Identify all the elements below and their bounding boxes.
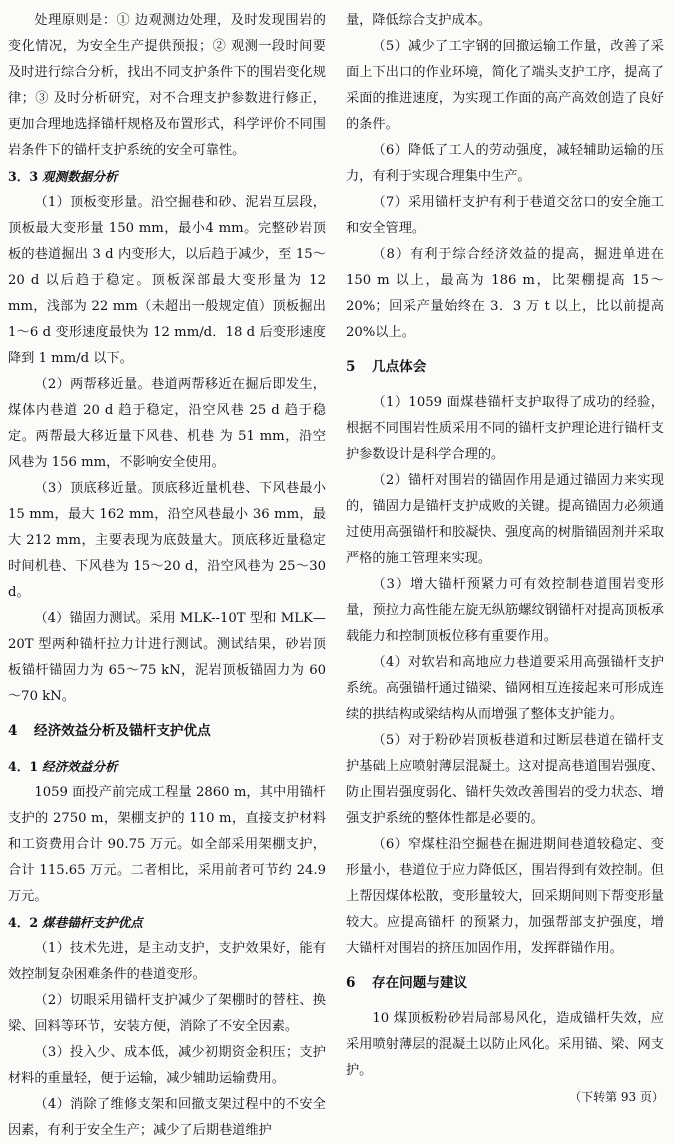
paragraph-continued: 量，降低综合支护成本。 xyxy=(346,13,492,28)
paragraph: （2）两帮移近量。巷道两帮移近在掘后即发生，煤体内巷道 20 d 趋于稳定，沿空风巷 25 d 趋于稳定。两帮最大移近量下风巷、机巷 为 51 mm，沿空风巷为 156 mm，不影响安全使用。 xyxy=(8,377,326,470)
paragraph: （1）顶板变形量。沿空掘巷和砂、泥岩互层段，顶板最大变形量 150 mm，最小4 mm。完整砂岩顶板的巷道掘出 3 d 内变形大，以后趋于减少，至 15～20 d 以后趋于稳定。顶板深部最大变形量为 12 mm，浅部为 22 mm（未超出一般规定值）顶板掘出 1～6 d 变形速度最快为 12 mm/d．18 d 后变形速度降到 1 mm/d 以下。 xyxy=(8,195,326,366)
section-heading-5 xyxy=(346,354,664,380)
section-heading-4-1 xyxy=(8,754,326,780)
section-title: 存在问题与建议 xyxy=(372,975,468,991)
section-title: 观测数据分析 xyxy=(42,169,118,184)
section-heading-4 xyxy=(8,718,326,744)
paragraph: （3）顶底移近量。顶底移近量机巷、下风巷最小 15 mm，最大 162 mm，沿空风巷最小 36 mm，最大 212 mm，主要表现为底鼓量大。顶底移近量稳定时间机巷、下风巷为 15～20 d，沿空风巷为 25～30 d。 xyxy=(8,481,326,600)
section-title: 几点体会 xyxy=(372,359,427,375)
section-title: 煤巷锚杆支护优点 xyxy=(42,915,143,930)
section-heading-6 xyxy=(346,970,664,996)
section-title: 经济效益分析 xyxy=(42,759,118,774)
right-column xyxy=(346,8,664,1110)
paragraph: （4）消除了维修支架和回撤支架过程中的不安全因素，有利于安全生产；减少了后期巷道维护 xyxy=(8,1097,326,1138)
paragraph: （5）减少了工字钢的回撤运输工作量，改善了采面上下出口的作业环境，简化了端头支护工序，提高了采面的推进速度，为实现工作面的高产高效创造了良好的条件。 xyxy=(346,39,664,132)
paragraph: （8）有利于综合经济效益的提高，掘进单进在 150 m 以上，最高为 186 m，比架棚提高 15～20%；回采产量始终在 3．3 万 t 以上，比以前提高 20%以上。 xyxy=(346,247,664,340)
section-heading-4-2 xyxy=(8,910,326,936)
paragraph: （2）切眼采用锚杆支护减少了架棚时的替柱、换梁、回料等环节，安装方便，消除了不安全因素。 xyxy=(8,993,326,1034)
paragraph: （2）锚杆对围岩的锚固作用是通过锚固力来实现的，锚固力是锚杆支护成败的关键。提高锚固力必须通过使用高强锚杆和胶凝快、强度高的树脂锚固剂并采取严格的施工管理来实现。 xyxy=(346,473,664,566)
paragraph: （1）1059 面煤巷锚杆支护取得了成功的经验，根据不同围岩性质采用不同的锚杆支护理论进行锚杆支护参数设计是科学合理的。 xyxy=(346,395,664,462)
paragraph: （1）技术先进，是主动支护，支护效果好，能有效控制复杂困难条件的巷道变形。 xyxy=(8,941,326,982)
section-number: 6 xyxy=(346,975,356,991)
section-heading-3-3 xyxy=(8,164,326,190)
paragraph: （3）增大锚杆预紧力可有效控制巷道围岩变形量，预拉力高性能左旋无纵筋螺纹钢锚杆对提高顶板承载能力和控制顶板位移有重要作用。 xyxy=(346,577,664,644)
section-number: 4 xyxy=(8,723,18,739)
section-number: 4．2 xyxy=(8,915,39,930)
section-number: 4．1 xyxy=(8,759,39,774)
section-number: 3．3 xyxy=(8,169,39,184)
paragraph: （6）降低了工人的劳动强度，减轻辅助运输的压力，有利于实现合理集中生产。 xyxy=(346,143,664,184)
section-title: 经济效益分析及锚杆支护优点 xyxy=(34,723,211,739)
paragraph: （3）投入少、成本低，减少初期资金积压；支护材料的重量轻，便于运输，减少辅助运输费用。 xyxy=(8,1045,326,1086)
paragraph: 处理原则是：① 边观测边处理，及时发现围岩的变化情况，为安全生产提供预报；② 观测一段时间要及时进行综合分析，找出不同支护条件下的围岩变化规律；③ 及时分析研究，对不合理支护参数进行修正，更加合理地选择锚杆规格及布置形式，科学评价不同围岩条件下的锚杆支护系统的安全可靠性。 xyxy=(8,13,326,158)
continued-on-note: （下转第 93 页） xyxy=(569,1090,664,1104)
paragraph: （4）锚固力测试。采用 MLK--10T 型和 MLK—20T 型两种锚杆拉力计进行测试。测试结果，砂岩顶板锚杆锚固力为 65～75 kN，泥岩顶板锚固力为 60～70 kN。 xyxy=(8,611,326,704)
paragraph: （5）对于粉砂岩顶板巷道和过断层巷道在锚杆支护基础上应喷射薄层混凝土。这对提高巷道围岩强度、防止围岩强度弱化、锚杆失效改善围岩的受力状态、增强支护系统的整体性都是必要的。 xyxy=(346,733,664,826)
section-number: 5 xyxy=(346,359,356,375)
paragraph: （6）窄煤柱沿空掘巷在掘进期间巷道较稳定、变形量小，巷道位于应力降低区，围岩得到有效控制。但上帮因煤体松散，变形量较大，回采期间则下帮变形量较大。应提高锚杆 的预紧力，加强帮部支护强度，增大锚杆对围岩的挤压加固作用，发挥群锚作用。 xyxy=(346,837,664,956)
paragraph: （7）采用锚杆支护有利于巷道交岔口的安全施工和安全管理。 xyxy=(346,195,664,236)
paragraph: （4）对软岩和高地应力巷道要采用高强锚杆支护系统。高强锚杆通过锚梁、锚网相互连接起来可形成连续的拱结构或梁结构从而增强了整体支护能力。 xyxy=(346,655,664,722)
paragraph: 10 煤顶板粉砂岩局部易风化，造成锚杆失效，应采用喷射薄层的混凝土以防止风化。采用锚、梁、网支护。 xyxy=(346,1011,664,1078)
left-column xyxy=(8,8,326,1144)
paragraph: 1059 面投产前完成工程量 2860 m，其中用锚杆支护的 2750 m，架棚支护的 110 m，直接支护材料和工资费用合计 90.75 万元。如全部采用架棚支护，合计 115.65 万元。二者相比，采用前者可节约 24.9 万元。 xyxy=(8,785,326,904)
